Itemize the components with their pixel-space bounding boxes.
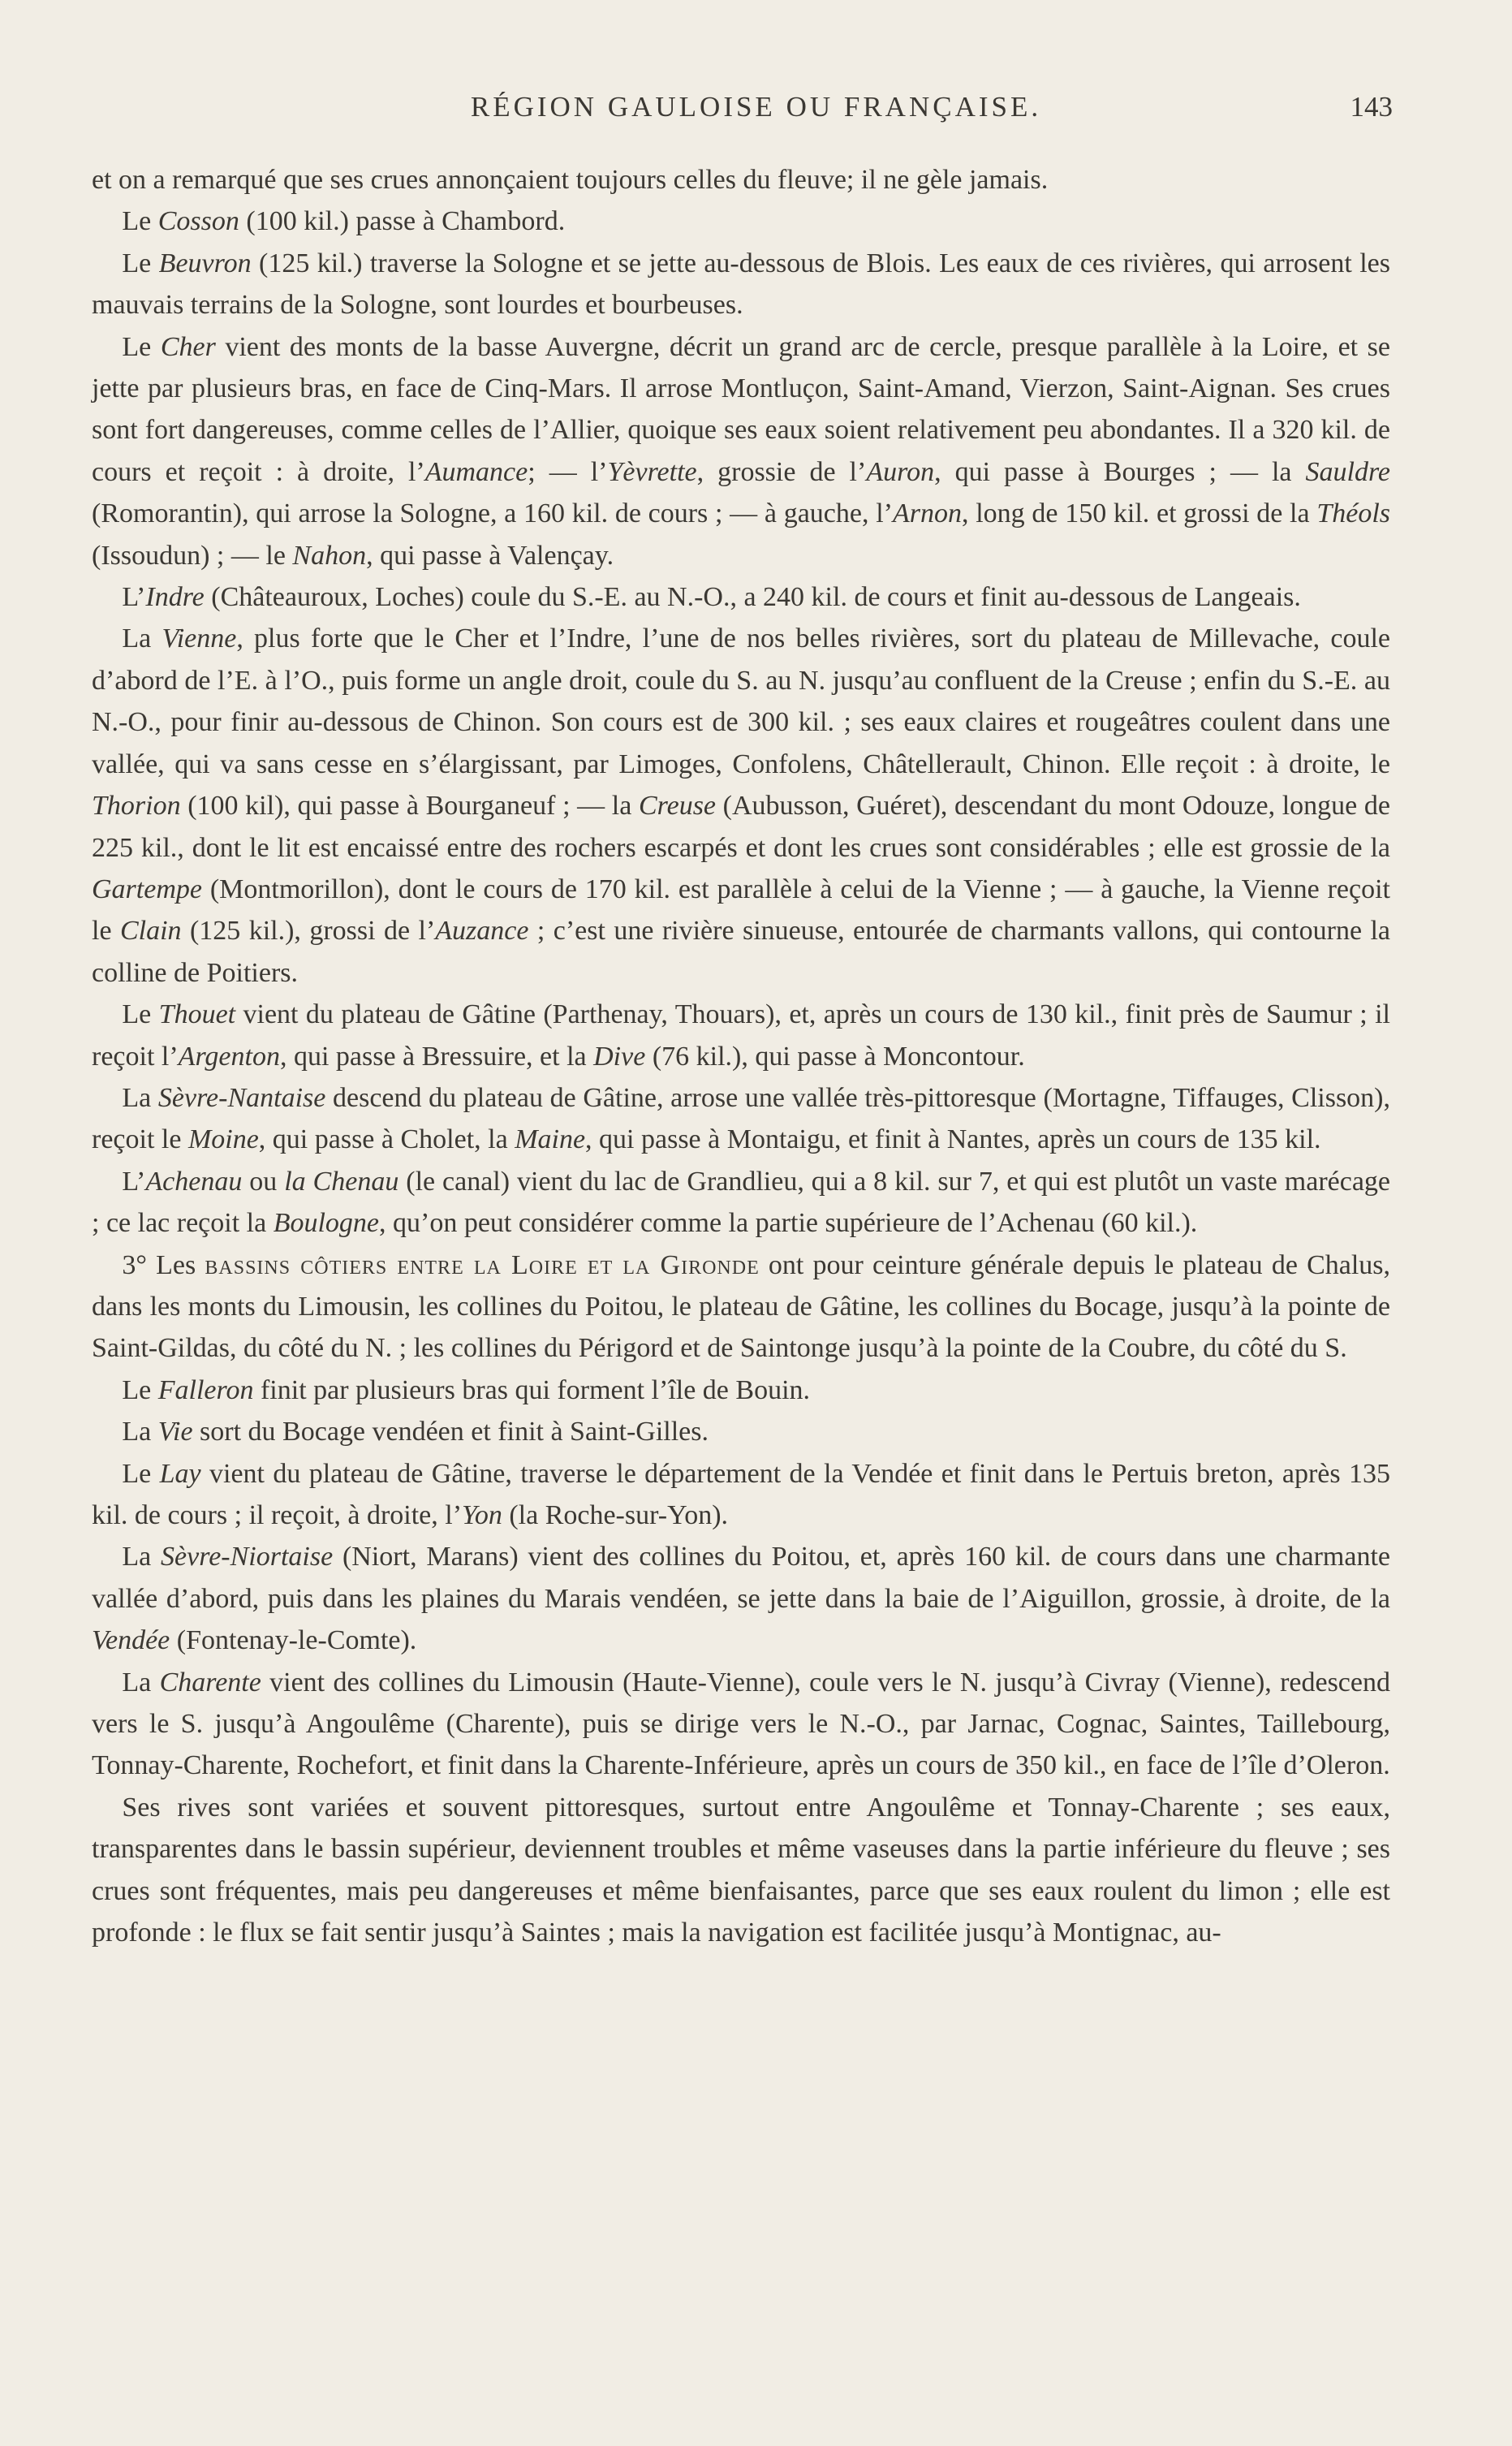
text-run: ; c’est une rivière sinueuse, entourée de charmants vallons, qui contourne la colline de Poitiers. [92, 916, 1390, 988]
text-run: finit par plusieurs bras qui forment l’île de Bouin. [253, 1374, 811, 1405]
italic-name: Cher [160, 331, 216, 362]
italic-name: Lay [159, 1458, 201, 1489]
text-run: descend du plateau de Gâtine, arrose une vallée très-pittoresque (Mortagne, Tiffauges, Clisson), reçoit le [92, 1082, 1391, 1155]
text-run: (la Roche-sur-Yon). [502, 1500, 729, 1530]
italic-name: Maine [515, 1124, 586, 1155]
italic-name: Gartempe [92, 874, 202, 904]
italic-name: Dive [593, 1041, 646, 1072]
italic-name: Théols [1316, 498, 1391, 529]
text-run: vient des monts de la basse Auvergne, décrit un grand arc de cercle, presque parallèle à la Loire, et se jette par plusieurs bras, en face de Cinq-Mars. Il arrose Montluçon, Saint-Amand, Vierzon, Saint-Aignan. Ses crues sont fort dangereuses, comme celles de l’Allier, quoique ses eaux soient relativement peu abondantes. Il a 320 kil. de cours et reçoit : à droite, l’ [92, 331, 1391, 487]
paragraph [92, 201, 1390, 242]
text-run: Le [122, 206, 158, 237]
text-run: (100 kil), qui passe à Bourganeuf ; — la [180, 791, 639, 822]
italic-name: Thorion [92, 791, 181, 822]
text-run: , plus forte que le Cher et l’Indre, l’une de nos belles rivières, sort du plateau de Millevache, coule d’abord de l’E. à l’O., puis forme un angle droit, coule du S. au N. jusqu’au confluent de la Creuse ; enfin du S.-E. au N.-O., pour finir au-dessous de Chinon. Son cours est de 300 kil. ; ses eaux claires et rougeâtres coulent dans une vallée, qui va sans cesse en s’élargissant, par Limoges, Confolens, Châtellerault, Chinon. Elle reçoit : à droite, le [92, 623, 1391, 779]
paragraph [92, 1077, 1390, 1161]
paragraph [92, 243, 1390, 326]
italic-name: Auzance [435, 916, 529, 947]
paragraph [92, 326, 1390, 576]
paragraph [92, 1662, 1390, 1787]
text-run: 3° Les [122, 1249, 205, 1280]
italic-name: Sauldre [1305, 456, 1391, 487]
text-run: (100 kil.) passe à Chambord. [239, 206, 566, 237]
italic-name: Sèvre-Nantaise [157, 1082, 326, 1113]
italic-name: Sèvre-Niortaise [161, 1542, 334, 1572]
paragraph [92, 1453, 1390, 1537]
text-run: Le [122, 1374, 158, 1405]
text-run: vient du plateau de Gâtine, traverse le département de la Vendée et finit dans le Pertuis breton, après 135 kil. de cours ; il reçoit, à droite, l’ [92, 1458, 1391, 1530]
italic-name: Clain [119, 916, 182, 947]
page-number: 143 [1350, 91, 1393, 123]
text-run: et on a remarqué que ses crues annonçaient toujours celles du fleuve; il ne gèle jamais. [92, 165, 1049, 195]
text-run: (Niort, Marans) vient des collines du Poitou, et, après 160 kil. de cours dans une charmante vallée d’abord, puis dans les plaines du Marais vendéen, se jette dans la baie de l’Aiguillon, grossie, à droite, de la [92, 1542, 1390, 1614]
text-run: , qu’on peut considérer comme la partie supérieure de l’Achenau (60 kil.). [379, 1208, 1198, 1239]
text-run: Le [122, 999, 159, 1030]
italic-name: Vie [157, 1417, 193, 1447]
paragraph [92, 1536, 1390, 1661]
paragraph [92, 1411, 1390, 1452]
text-run: sort du Bocage vendéen et finit à Saint-Gilles. [192, 1417, 709, 1447]
running-title: RÉGION GAULOISE OU FRANÇAISE. [470, 91, 1042, 123]
text-run: (Montmorillon), dont le cours de 170 kil. est parallèle à celui de la Vienne ; — à gauche, la Vienne reçoit le [92, 874, 1390, 947]
text-run: (Fontenay-le-Comte). [170, 1625, 417, 1656]
text-run: , qui passe à Bressuire, et la [279, 1041, 594, 1072]
text-run: , qui passe à Cholet, la [258, 1124, 515, 1155]
text-run: (125 kil.) traverse la Sologne et se jette au-dessous de Blois. Les eaux de ces rivières, qui arrosent les mauvais terrains de la Sologne, sont lourdes et bourbeuses. [92, 248, 1391, 321]
italic-name: Indre [145, 582, 205, 613]
body-text [92, 159, 1390, 1953]
text-run: (Châteauroux, Loches) coule du S.-E. au N.-O., a 240 kil. de cours et finit au-dessous de Langeais. [204, 582, 1301, 613]
text-run: vient des collines du Limousin (Haute-Vienne), coule vers le N. jusqu’à Civray (Vienne), redescend vers le S. jusqu’à Angoulême (Charente), puis se dirige vers le N.-O., par Jarnac, Cognac, Saintes, Taillebourg, Tonnay-Charente, Rochefort, et finit dans la Charente-Inférieure, après un cours de 350 kil., en face de l’île d’Oleron. [92, 1667, 1390, 1781]
text-run: , long de 150 kil. et grossi de la [961, 498, 1317, 529]
paragraph [92, 1161, 1390, 1245]
text-run: (le canal) vient du lac de Grandlieu, qui a 8 kil. sur 7, et qui est plutôt un vaste marécage ; ce lac reçoit la [92, 1166, 1391, 1239]
text-run: La [122, 1082, 158, 1113]
running-head [0, 91, 1512, 132]
text-run: (76 kil.), qui passe à Moncontour. [645, 1041, 1025, 1072]
italic-name: Yèvrette [607, 456, 697, 487]
small-caps-text: bassins côtiers entre la Loire et la Gironde [205, 1249, 760, 1280]
text-run: , qui passe à Bourges ; — la [934, 456, 1306, 487]
italic-name: Arnon [892, 498, 962, 529]
text-run: (Issoudun) ; — le [92, 540, 293, 571]
text-run: L’ [122, 582, 146, 613]
paragraph [92, 159, 1390, 201]
italic-name: Thouet [158, 999, 236, 1030]
italic-name: Creuse [638, 791, 717, 822]
text-run: Le [122, 331, 161, 362]
italic-name: Beuvron [158, 248, 252, 278]
text-run: (Romorantin), qui arrose la Sologne, a 160 kil. de cours ; — à gauche, l’ [92, 498, 893, 529]
text-run: ou [242, 1166, 285, 1197]
text-run: (125 kil.), grossi de l’ [181, 916, 436, 947]
italic-name: Charente [159, 1667, 261, 1698]
text-run: La [122, 1667, 160, 1698]
paragraph [92, 1370, 1390, 1411]
text-run: La [122, 1417, 158, 1447]
italic-name: Vendée [92, 1625, 170, 1656]
italic-name: Boulogne [273, 1208, 380, 1239]
italic-name: la Chenau [284, 1166, 399, 1197]
text-run: vient du plateau de Gâtine (Parthenay, Thouars), et, après un cours de 130 kil., finit près de Saumur ; il reçoit l’ [92, 999, 1390, 1072]
italic-name: Cosson [157, 206, 239, 237]
italic-name: Falleron [157, 1374, 254, 1405]
italic-name: Yon [462, 1500, 502, 1530]
italic-name: Achenau [145, 1166, 243, 1197]
paragraph [92, 994, 1390, 1077]
text-run: ; — l’ [528, 456, 608, 487]
italic-name: Aumance [424, 456, 528, 487]
italic-name: Vienne [162, 623, 237, 654]
text-run: , qui passe à Montaigu, et finit à Nantes, après un cours de 135 kil. [585, 1124, 1321, 1155]
italic-name: Argenton [178, 1041, 280, 1072]
text-run: La [122, 623, 162, 654]
italic-name: Nahon [292, 540, 367, 571]
text-run: Le [122, 1458, 160, 1489]
text-run: , grossie de l’ [696, 456, 867, 487]
italic-name: Moine [187, 1124, 259, 1155]
paragraph [92, 576, 1390, 618]
italic-name: Auron [866, 456, 935, 487]
text-run: L’ [122, 1166, 146, 1197]
text-run: (Aubusson, Guéret), descendant du mont Odouze, longue de 225 kil., dont le lit est encaissé entre des rochers escarpés et dont les crues sont considérables ; elle est grossie de la [92, 791, 1390, 863]
text-run: ont pour ceinture générale depuis le plateau de Chalus, dans les monts du Limousin, les collines du Poitou, le plateau de Gâtine, les collines du Bocage, jusqu’à la pointe de Saint-Gildas, du côté du N. ; les collines du Périgord et de Saintonge jusqu’à la pointe de la Coubre, du côté du S. [92, 1249, 1391, 1364]
text-run: , qui passe à Valençay. [366, 540, 614, 571]
text-run: Ses rives sont variées et souvent pittoresques, surtout entre Angoulême et Tonnay-Charente ; ses eaux, transparentes dans le bassin supérieur, deviennent troubles et même vaseuses dans la partie inférieure du fleuve ; ses crues sont fréquentes, mais peu dangereuses et même bienfaisantes, parce que ses eaux roulent du limon ; elle est profonde : le flux se fait sentir jusqu’à Saintes ; mais la navigation est facilitée jusqu’à Montignac, au- [92, 1792, 1390, 1948]
text-run: La [122, 1542, 162, 1572]
paragraph [92, 1245, 1390, 1370]
paragraph [92, 618, 1390, 994]
paragraph [92, 1787, 1390, 1954]
text-run: Le [122, 248, 159, 278]
